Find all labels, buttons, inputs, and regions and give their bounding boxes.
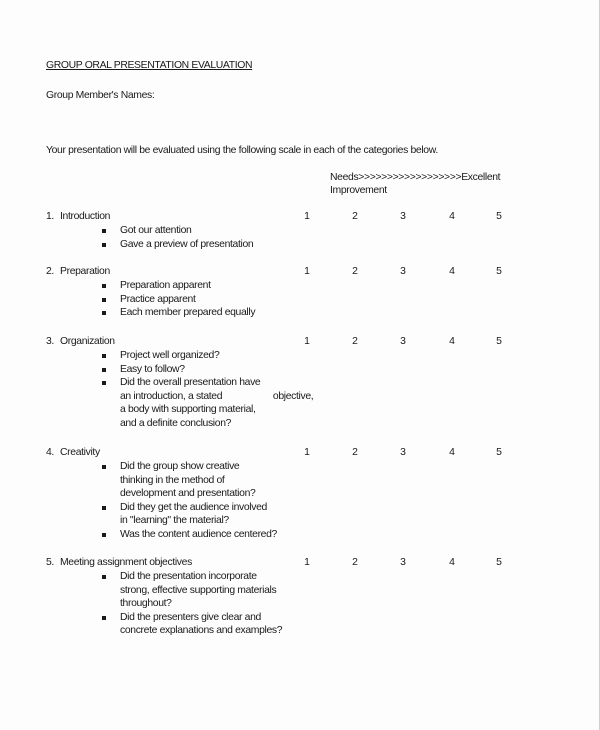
score-4: 4 xyxy=(449,447,455,458)
score-5: 5 xyxy=(496,336,502,347)
document-title: GROUP ORAL PRESENTATION EVALUATION xyxy=(46,60,253,71)
score-3: 3 xyxy=(400,447,406,458)
category-heading xyxy=(46,265,110,279)
criterion-text: Preparation apparent xyxy=(120,280,211,291)
score-5: 5 xyxy=(496,447,502,458)
criterion-text: Gave a preview of presentation xyxy=(120,238,254,250)
list-item xyxy=(102,570,282,611)
bullet-icon xyxy=(102,533,106,537)
bullet-icon xyxy=(102,465,106,469)
category-heading xyxy=(46,210,110,224)
criterion-text: Each member prepared equally xyxy=(120,307,256,318)
list-item xyxy=(102,363,313,377)
category-name: Creativity xyxy=(60,447,100,458)
criterion-text: Practice apparent xyxy=(120,293,196,305)
list-item xyxy=(102,224,253,238)
category-name: Organization xyxy=(60,336,115,347)
score-1: 1 xyxy=(304,336,310,347)
criteria-list xyxy=(102,460,277,541)
category-number: 4. xyxy=(46,447,54,458)
criterion-text: Did the presentation incorporate strong, effective supporting materials throughout? xyxy=(120,571,277,609)
criterion-text: Did the presenters give clear and concrete explanations and examples? xyxy=(120,611,283,636)
score-4: 4 xyxy=(449,557,455,568)
criteria-list xyxy=(102,570,282,638)
criterion-text: Easy to follow? xyxy=(120,363,185,375)
scale-instructions: Your presentation will be evaluated using the following scale in each of the categories below. xyxy=(46,145,438,156)
score-4: 4 xyxy=(449,211,455,222)
category-name: Preparation xyxy=(60,266,110,277)
score-3: 3 xyxy=(400,557,406,568)
category-heading xyxy=(46,335,115,349)
bullet-icon xyxy=(102,616,106,620)
score-1: 1 xyxy=(304,211,310,222)
list-item xyxy=(102,293,255,307)
criterion-text: Got our attention xyxy=(120,225,192,236)
list-item xyxy=(102,376,313,430)
list-item xyxy=(102,349,313,363)
list-item xyxy=(102,306,255,320)
score-2: 2 xyxy=(352,557,358,568)
score-4: 4 xyxy=(449,336,455,347)
bullet-icon xyxy=(102,311,106,315)
bullet-icon xyxy=(102,575,106,579)
score-4: 4 xyxy=(449,266,455,277)
category-heading xyxy=(46,556,192,570)
bullet-icon xyxy=(102,243,106,247)
bullet-icon xyxy=(102,298,106,302)
category-heading xyxy=(46,446,100,460)
list-item xyxy=(102,238,253,252)
score-1: 1 xyxy=(304,557,310,568)
criterion-text: Did they get the audience involved in "learning" the material? xyxy=(120,501,267,526)
criterion-text: Was the content audience centered? xyxy=(120,528,277,540)
list-item xyxy=(102,460,277,501)
score-5: 5 xyxy=(496,211,502,222)
score-2: 2 xyxy=(352,447,358,458)
score-5: 5 xyxy=(496,266,502,277)
bullet-icon xyxy=(102,368,106,372)
list-item xyxy=(102,611,282,638)
bullet-icon xyxy=(102,381,106,385)
bullet-icon xyxy=(102,284,106,288)
category-number: 5. xyxy=(46,557,54,568)
score-1: 1 xyxy=(304,447,310,458)
score-2: 2 xyxy=(352,336,358,347)
score-2: 2 xyxy=(352,266,358,277)
score-5: 5 xyxy=(496,557,502,568)
criterion-text: Did the group show creative thinking in the method of development and presentation? xyxy=(120,461,256,499)
list-item xyxy=(102,501,277,528)
bullet-icon xyxy=(102,506,106,510)
score-3: 3 xyxy=(400,211,406,222)
category-number: 2. xyxy=(46,266,54,277)
criteria-list xyxy=(102,349,313,430)
score-2: 2 xyxy=(352,211,358,222)
criteria-list xyxy=(102,224,253,251)
bullet-icon xyxy=(102,229,106,233)
scale-header-needs-excellent: Needs>>>>>>>>>>>>>>>>>>Excellent xyxy=(330,172,501,183)
group-members-label: Group Member's Names: xyxy=(46,90,155,101)
category-number: 1. xyxy=(46,211,54,222)
score-1: 1 xyxy=(304,266,310,277)
score-3: 3 xyxy=(400,336,406,347)
category-number: 3. xyxy=(46,336,54,347)
criterion-text: Did the overall presentation have an introduction, a stated objective, a body with supporting material, and a definite conclusion? xyxy=(120,377,314,429)
category-name: Introduction xyxy=(60,211,111,222)
criterion-text: Project well organized? xyxy=(120,350,220,361)
bullet-icon xyxy=(102,354,106,358)
scale-header-improvement: Improvement xyxy=(330,185,387,196)
score-3: 3 xyxy=(400,266,406,277)
criteria-list xyxy=(102,279,255,320)
category-name: Meeting assignment objectives xyxy=(60,557,192,568)
list-item xyxy=(102,528,277,542)
list-item xyxy=(102,279,255,293)
